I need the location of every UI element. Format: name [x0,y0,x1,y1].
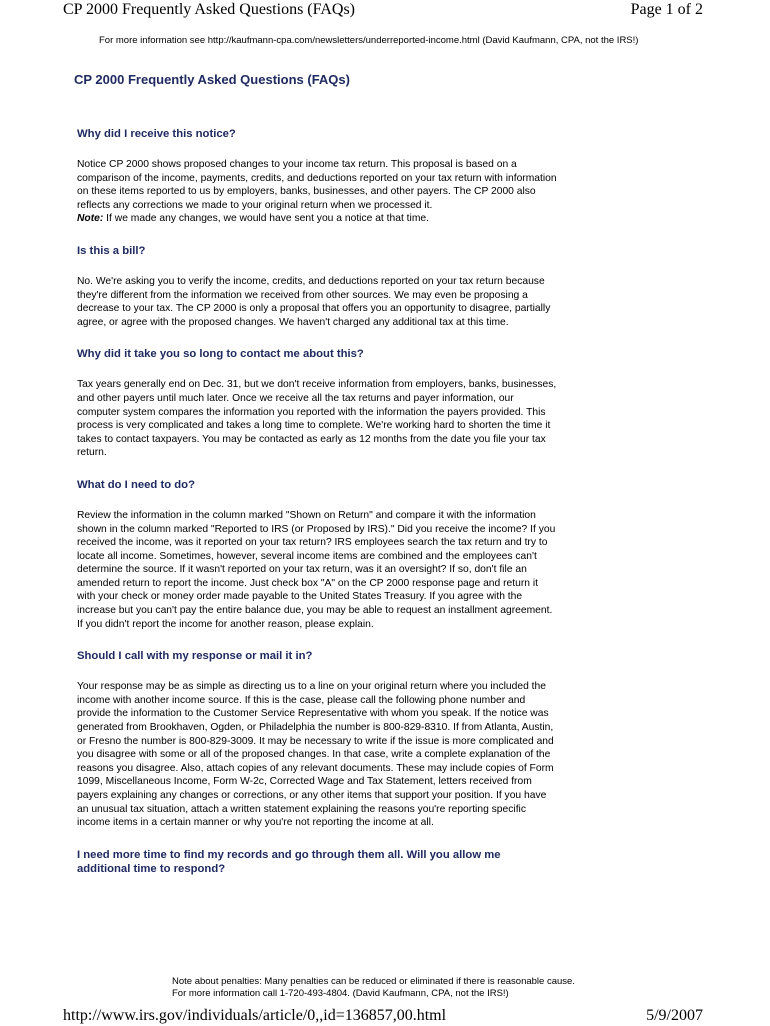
note-label: Note: [77,213,104,225]
faq-question: Is this a bill? [77,244,146,257]
faq-question: Why did I receive this notice? [77,128,236,140]
faq-answer-text: Notice CP 2000 shows proposed changes to your income tax return. This proposal is based on a comparison of the income, payments, credits, and deductions reported on your tax return with information on these items reported to us by employers, banks, businesses, and other payers. The CP 2000 also reflects any corrections we made to your original return when we processed it. [77,159,557,211]
faq-question: Should I call with my response or mail it in? [77,650,313,663]
faq-item [77,244,557,329]
penalty-note [172,976,652,1000]
top-info-note: For more information see http://kaufmann-cpa.com/newsletters/underreported-income.html (David Kaufmann, CPA, not the IRS!) [99,35,639,46]
print-footer-date: 5/9/2007 [646,1007,703,1024]
faq-answer: Review the information in the column marked "Shown on Return" and compare it with the information shown in the column marked "Reported to IRS (or Proposed by IRS)." Did you receive the income? If you received the income, was it reported on your tax return? IRS employees search the tax return and try to locate all income. Sometimes, however, several income items are combined and the employees can't determine the source. If it wasn't reported on your tax return, was it an oversight? If so, don't file an amended return to report the income. Just check box "A" on the CP 2000 response page and return it with your check or money order made payable to the United States Treasury. If you agree with the increase but you can't pay the entire balance due, you may be able to request an installment agreement. If you didn't report the income for another reason, please explain. [77,509,556,630]
penalty-note-line2: For more information call 1-720-493-4804. (David Kaufmann, CPA, not the IRS!) [172,988,509,999]
faq-answer: Your response may be as simple as directing us to a line on your original return where you included the income with another income source. If this is the case, please call the following phone number and provide the information to the Customer Service Representative with whom you speak. If the notice was generated from Brookhaven, Ogden, or Philadelphia the number is 800-829-8310. If from Atlanta, Austin, or Fresno the number is 800-829-3009. It may be necessary to write if the issue is more complicated and you disagree with some or all of the proposed changes. In that case, write a complete explanation of the reasons you disagree. Also, attach copies of any relevant documents. These may include copies of Form 1099, Miscellaneous Income, Form W-2c, Corrected Wage and Tax Statement, letters received from payers explaining any changes or corrections, or any other items that support your position. If you have an unusual tax situation, attach a written statement explaining the reasons you're reporting specific income items in a certain manner or why you're not reporting the income at all. [77,681,554,829]
note-text: If we made any changes, we would have sent you a notice at that time. [103,213,429,225]
faq-question: What do I need to do? [77,478,195,491]
faq-item [77,127,557,226]
faq-question: I need more time to find my records and go through them all. Will you allow me additional time to respond? [77,848,501,875]
page-title: CP 2000 Frequently Asked Questions (FAQs) [74,72,350,87]
print-header-title: CP 2000 Frequently Asked Questions (FAQs) [63,1,355,18]
faq-question: Why did it take you so long to contact me about this? [77,348,364,361]
faq-item [77,848,557,876]
page-number: Page 1 of 2 [630,1,703,18]
penalty-note-line1: Note about penalties: Many penalties can be reduced or eliminated if there is reasonable cause. [172,976,575,987]
faq-item [77,649,557,830]
faq-item [77,347,557,460]
faq-answer [77,158,557,226]
faq-answer: No. We're asking you to verify the income, credits, and deductions reported on your tax return because they're different from the information we received from other sources. We may even be proposing a decrease to your tax. The CP 2000 is only a proposal that offers you an opportunity to disagree, partially agree, or agree with the proposed changes. We haven't charged any additional tax at this time. [77,275,551,328]
faq-item [77,478,557,631]
print-footer-url: http://www.irs.gov/individuals/article/0,,id=136857,00.html [63,1007,447,1024]
faq-content [77,127,557,893]
faq-answer: Tax years generally end on Dec. 31, but we don't receive information from employers, banks, businesses, and other payers until much later. Once we receive all the tax returns and payer information, our computer system compares the information you reported with the information the payers provided. This process is very complicated and takes a long time to complete. We're working hard to shorten the time it takes to contact taxpayers. You may be contacted as early as 12 months from the date you file your tax return. [77,379,557,459]
